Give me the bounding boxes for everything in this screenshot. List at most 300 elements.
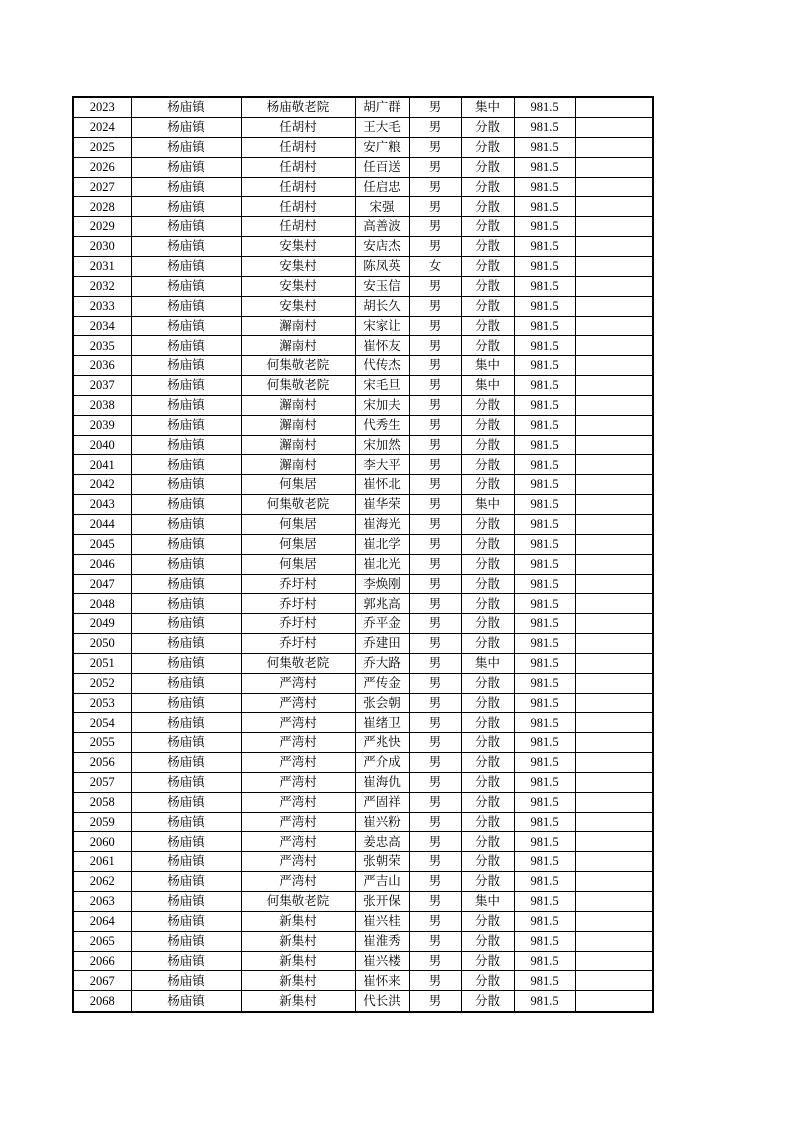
cell-name: 崔怀来	[355, 971, 409, 991]
cell-gender: 男	[409, 812, 461, 832]
cell-name: 代传杰	[355, 356, 409, 376]
cell-town: 杨庙镇	[131, 296, 241, 316]
cell-gender: 男	[409, 336, 461, 356]
table-row	[73, 792, 653, 812]
cell-support_type: 分散	[461, 316, 514, 336]
cell-subsidy_amount: 981.5	[514, 673, 575, 693]
cell-support_type: 集中	[461, 97, 514, 118]
cell-support_type: 分散	[461, 177, 514, 197]
cell-village_or_institution: 新集村	[241, 931, 355, 951]
cell-support_type: 分散	[461, 395, 514, 415]
cell-town: 杨庙镇	[131, 356, 241, 376]
cell-support_type: 分散	[461, 475, 514, 495]
cell-support_type: 分散	[461, 594, 514, 614]
cell-name: 严传金	[355, 673, 409, 693]
cell-subsidy_amount: 981.5	[514, 792, 575, 812]
cell-name: 宋加然	[355, 435, 409, 455]
cell-subsidy_amount: 981.5	[514, 296, 575, 316]
cell-seq_no: 2062	[73, 872, 131, 892]
cell-name: 严兆快	[355, 733, 409, 753]
cell-blank	[575, 713, 653, 733]
cell-support_type: 分散	[461, 415, 514, 435]
cell-seq_no: 2048	[73, 594, 131, 614]
cell-village_or_institution: 澥南村	[241, 415, 355, 435]
cell-support_type: 分散	[461, 197, 514, 217]
cell-subsidy_amount: 981.5	[514, 118, 575, 138]
cell-name: 任启忠	[355, 177, 409, 197]
cell-town: 杨庙镇	[131, 376, 241, 396]
cell-gender: 男	[409, 415, 461, 435]
cell-subsidy_amount: 981.5	[514, 356, 575, 376]
cell-blank	[575, 455, 653, 475]
cell-blank	[575, 237, 653, 257]
cell-village_or_institution: 澥南村	[241, 435, 355, 455]
cell-seq_no: 2027	[73, 177, 131, 197]
table-row	[73, 217, 653, 237]
cell-village_or_institution: 安集村	[241, 276, 355, 296]
cell-name: 崔海仇	[355, 772, 409, 792]
cell-seq_no: 2051	[73, 653, 131, 673]
cell-name: 崔北学	[355, 534, 409, 554]
cell-town: 杨庙镇	[131, 653, 241, 673]
cell-gender: 男	[409, 435, 461, 455]
cell-blank	[575, 336, 653, 356]
cell-blank	[575, 574, 653, 594]
cell-village_or_institution: 严湾村	[241, 812, 355, 832]
cell-subsidy_amount: 981.5	[514, 574, 575, 594]
cell-name: 宋加夫	[355, 395, 409, 415]
cell-support_type: 分散	[461, 852, 514, 872]
cell-town: 杨庙镇	[131, 634, 241, 654]
cell-seq_no: 2037	[73, 376, 131, 396]
cell-support_type: 分散	[461, 911, 514, 931]
cell-village_or_institution: 严湾村	[241, 673, 355, 693]
cell-village_or_institution: 乔圩村	[241, 634, 355, 654]
cell-blank	[575, 296, 653, 316]
cell-blank	[575, 872, 653, 892]
cell-name: 王大毛	[355, 118, 409, 138]
table-row	[73, 415, 653, 435]
cell-village_or_institution: 何集居	[241, 475, 355, 495]
cell-subsidy_amount: 981.5	[514, 911, 575, 931]
cell-seq_no: 2030	[73, 237, 131, 257]
cell-town: 杨庙镇	[131, 991, 241, 1012]
cell-gender: 男	[409, 693, 461, 713]
cell-village_or_institution: 安集村	[241, 237, 355, 257]
cell-seq_no: 2059	[73, 812, 131, 832]
cell-seq_no: 2052	[73, 673, 131, 693]
cell-town: 杨庙镇	[131, 97, 241, 118]
cell-village_or_institution: 任胡村	[241, 177, 355, 197]
cell-village_or_institution: 澥南村	[241, 395, 355, 415]
cell-blank	[575, 257, 653, 277]
cell-subsidy_amount: 981.5	[514, 455, 575, 475]
table-row	[73, 673, 653, 693]
cell-gender: 男	[409, 534, 461, 554]
cell-village_or_institution: 任胡村	[241, 157, 355, 177]
cell-village_or_institution: 乔圩村	[241, 574, 355, 594]
cell-seq_no: 2033	[73, 296, 131, 316]
cell-subsidy_amount: 981.5	[514, 812, 575, 832]
cell-support_type: 分散	[461, 336, 514, 356]
cell-support_type: 分散	[461, 435, 514, 455]
cell-seq_no: 2053	[73, 693, 131, 713]
cell-village_or_institution: 澥南村	[241, 455, 355, 475]
table-row	[73, 991, 653, 1012]
cell-town: 杨庙镇	[131, 892, 241, 912]
cell-subsidy_amount: 981.5	[514, 772, 575, 792]
cell-name: 代长洪	[355, 991, 409, 1012]
cell-gender: 男	[409, 395, 461, 415]
cell-subsidy_amount: 981.5	[514, 753, 575, 773]
cell-name: 崔华荣	[355, 495, 409, 515]
cell-support_type: 分散	[461, 614, 514, 634]
cell-town: 杨庙镇	[131, 792, 241, 812]
cell-seq_no: 2050	[73, 634, 131, 654]
table-row	[73, 97, 653, 118]
cell-blank	[575, 475, 653, 495]
cell-village_or_institution: 严湾村	[241, 872, 355, 892]
cell-seq_no: 2060	[73, 832, 131, 852]
cell-village_or_institution: 严湾村	[241, 753, 355, 773]
cell-village_or_institution: 安集村	[241, 257, 355, 277]
table-row	[73, 435, 653, 455]
cell-blank	[575, 534, 653, 554]
cell-blank	[575, 911, 653, 931]
table-row	[73, 594, 653, 614]
cell-subsidy_amount: 981.5	[514, 852, 575, 872]
cell-name: 李大平	[355, 455, 409, 475]
cell-seq_no: 2057	[73, 772, 131, 792]
cell-blank	[575, 971, 653, 991]
cell-village_or_institution: 新集村	[241, 911, 355, 931]
cell-gender: 男	[409, 475, 461, 495]
cell-town: 杨庙镇	[131, 257, 241, 277]
table-row	[73, 495, 653, 515]
cell-blank	[575, 753, 653, 773]
cell-town: 杨庙镇	[131, 733, 241, 753]
cell-town: 杨庙镇	[131, 832, 241, 852]
cell-seq_no: 2028	[73, 197, 131, 217]
cell-village_or_institution: 杨庙敬老院	[241, 97, 355, 118]
cell-town: 杨庙镇	[131, 713, 241, 733]
cell-support_type: 分散	[461, 296, 514, 316]
cell-name: 高善波	[355, 217, 409, 237]
cell-subsidy_amount: 981.5	[514, 137, 575, 157]
cell-subsidy_amount: 981.5	[514, 514, 575, 534]
cell-support_type: 集中	[461, 356, 514, 376]
cell-gender: 男	[409, 852, 461, 872]
cell-name: 崔海光	[355, 514, 409, 534]
cell-support_type: 分散	[461, 634, 514, 654]
cell-support_type: 分散	[461, 693, 514, 713]
cell-town: 杨庙镇	[131, 614, 241, 634]
cell-name: 安广粮	[355, 137, 409, 157]
cell-seq_no: 2023	[73, 97, 131, 118]
cell-subsidy_amount: 981.5	[514, 415, 575, 435]
table-row	[73, 634, 653, 654]
cell-subsidy_amount: 981.5	[514, 951, 575, 971]
cell-gender: 男	[409, 614, 461, 634]
table-row	[73, 911, 653, 931]
cell-village_or_institution: 任胡村	[241, 197, 355, 217]
cell-subsidy_amount: 981.5	[514, 97, 575, 118]
cell-blank	[575, 177, 653, 197]
cell-village_or_institution: 澥南村	[241, 316, 355, 336]
cell-blank	[575, 931, 653, 951]
cell-support_type: 集中	[461, 495, 514, 515]
cell-subsidy_amount: 981.5	[514, 276, 575, 296]
cell-town: 杨庙镇	[131, 177, 241, 197]
cell-blank	[575, 653, 653, 673]
cell-gender: 男	[409, 753, 461, 773]
table-row	[73, 276, 653, 296]
cell-town: 杨庙镇	[131, 554, 241, 574]
cell-blank	[575, 693, 653, 713]
cell-gender: 男	[409, 376, 461, 396]
cell-support_type: 分散	[461, 554, 514, 574]
cell-gender: 男	[409, 296, 461, 316]
cell-village_or_institution: 严湾村	[241, 772, 355, 792]
cell-support_type: 分散	[461, 792, 514, 812]
cell-seq_no: 2035	[73, 336, 131, 356]
cell-name: 严固祥	[355, 792, 409, 812]
table-row	[73, 574, 653, 594]
cell-town: 杨庙镇	[131, 852, 241, 872]
table-row	[73, 257, 653, 277]
table-row	[73, 852, 653, 872]
cell-support_type: 分散	[461, 574, 514, 594]
cell-town: 杨庙镇	[131, 772, 241, 792]
cell-name: 宋强	[355, 197, 409, 217]
cell-name: 崔绪卫	[355, 713, 409, 733]
cell-village_or_institution: 严湾村	[241, 832, 355, 852]
cell-village_or_institution: 何集居	[241, 514, 355, 534]
cell-blank	[575, 772, 653, 792]
cell-support_type: 分散	[461, 872, 514, 892]
cell-subsidy_amount: 981.5	[514, 217, 575, 237]
cell-gender: 男	[409, 177, 461, 197]
cell-seq_no: 2029	[73, 217, 131, 237]
table-row	[73, 395, 653, 415]
cell-seq_no: 2067	[73, 971, 131, 991]
cell-village_or_institution: 新集村	[241, 971, 355, 991]
cell-support_type: 分散	[461, 455, 514, 475]
cell-subsidy_amount: 981.5	[514, 475, 575, 495]
cell-subsidy_amount: 981.5	[514, 693, 575, 713]
table-row	[73, 753, 653, 773]
table-row	[73, 296, 653, 316]
cell-blank	[575, 157, 653, 177]
cell-subsidy_amount: 981.5	[514, 157, 575, 177]
cell-blank	[575, 316, 653, 336]
cell-subsidy_amount: 981.5	[514, 237, 575, 257]
cell-town: 杨庙镇	[131, 812, 241, 832]
cell-support_type: 分散	[461, 276, 514, 296]
cell-name: 崔兴粉	[355, 812, 409, 832]
table-row	[73, 475, 653, 495]
cell-subsidy_amount: 981.5	[514, 653, 575, 673]
cell-seq_no: 2068	[73, 991, 131, 1012]
cell-support_type: 分散	[461, 534, 514, 554]
cell-town: 杨庙镇	[131, 951, 241, 971]
cell-name: 安玉信	[355, 276, 409, 296]
cell-subsidy_amount: 981.5	[514, 257, 575, 277]
cell-blank	[575, 852, 653, 872]
cell-village_or_institution: 严湾村	[241, 733, 355, 753]
cell-seq_no: 2039	[73, 415, 131, 435]
beneficiary-table	[72, 96, 654, 1013]
cell-support_type: 分散	[461, 971, 514, 991]
cell-name: 崔北光	[355, 554, 409, 574]
cell-village_or_institution: 何集敬老院	[241, 495, 355, 515]
cell-town: 杨庙镇	[131, 336, 241, 356]
cell-support_type: 分散	[461, 237, 514, 257]
cell-village_or_institution: 澥南村	[241, 336, 355, 356]
cell-seq_no: 2041	[73, 455, 131, 475]
cell-seq_no: 2047	[73, 574, 131, 594]
cell-seq_no: 2034	[73, 316, 131, 336]
cell-subsidy_amount: 981.5	[514, 634, 575, 654]
cell-town: 杨庙镇	[131, 911, 241, 931]
cell-subsidy_amount: 981.5	[514, 892, 575, 912]
cell-gender: 男	[409, 137, 461, 157]
cell-name: 乔平金	[355, 614, 409, 634]
cell-gender: 男	[409, 316, 461, 336]
cell-name: 李焕刚	[355, 574, 409, 594]
table-row	[73, 872, 653, 892]
cell-support_type: 分散	[461, 931, 514, 951]
cell-town: 杨庙镇	[131, 137, 241, 157]
cell-town: 杨庙镇	[131, 118, 241, 138]
cell-town: 杨庙镇	[131, 931, 241, 951]
cell-town: 杨庙镇	[131, 971, 241, 991]
cell-town: 杨庙镇	[131, 514, 241, 534]
cell-blank	[575, 951, 653, 971]
cell-seq_no: 2042	[73, 475, 131, 495]
cell-town: 杨庙镇	[131, 872, 241, 892]
cell-blank	[575, 812, 653, 832]
cell-seq_no: 2044	[73, 514, 131, 534]
cell-gender: 男	[409, 197, 461, 217]
cell-village_or_institution: 严湾村	[241, 693, 355, 713]
cell-blank	[575, 356, 653, 376]
cell-seq_no: 2049	[73, 614, 131, 634]
cell-gender: 男	[409, 237, 461, 257]
cell-gender: 男	[409, 118, 461, 138]
cell-name: 严吉山	[355, 872, 409, 892]
cell-support_type: 分散	[461, 991, 514, 1012]
cell-village_or_institution: 新集村	[241, 951, 355, 971]
table-row	[73, 157, 653, 177]
cell-subsidy_amount: 981.5	[514, 336, 575, 356]
cell-village_or_institution: 何集居	[241, 534, 355, 554]
cell-support_type: 集中	[461, 892, 514, 912]
cell-seq_no: 2025	[73, 137, 131, 157]
cell-subsidy_amount: 981.5	[514, 197, 575, 217]
cell-blank	[575, 792, 653, 812]
cell-subsidy_amount: 981.5	[514, 733, 575, 753]
table-row	[73, 137, 653, 157]
table-row	[73, 514, 653, 534]
cell-support_type: 分散	[461, 137, 514, 157]
cell-blank	[575, 514, 653, 534]
cell-village_or_institution: 任胡村	[241, 118, 355, 138]
cell-gender: 男	[409, 713, 461, 733]
cell-village_or_institution: 严湾村	[241, 713, 355, 733]
cell-town: 杨庙镇	[131, 673, 241, 693]
cell-gender: 男	[409, 276, 461, 296]
cell-name: 任百送	[355, 157, 409, 177]
cell-name: 张开保	[355, 892, 409, 912]
cell-subsidy_amount: 981.5	[514, 376, 575, 396]
table-row	[73, 693, 653, 713]
cell-village_or_institution: 严湾村	[241, 792, 355, 812]
cell-subsidy_amount: 981.5	[514, 395, 575, 415]
cell-town: 杨庙镇	[131, 415, 241, 435]
table-row	[73, 554, 653, 574]
table-row	[73, 614, 653, 634]
cell-subsidy_amount: 981.5	[514, 316, 575, 336]
cell-blank	[575, 594, 653, 614]
cell-support_type: 分散	[461, 157, 514, 177]
cell-town: 杨庙镇	[131, 435, 241, 455]
table-row	[73, 812, 653, 832]
cell-gender: 男	[409, 217, 461, 237]
cell-seq_no: 2054	[73, 713, 131, 733]
cell-village_or_institution: 乔圩村	[241, 594, 355, 614]
cell-blank	[575, 137, 653, 157]
cell-village_or_institution: 新集村	[241, 991, 355, 1012]
cell-seq_no: 2036	[73, 356, 131, 376]
cell-seq_no: 2038	[73, 395, 131, 415]
cell-gender: 男	[409, 832, 461, 852]
cell-support_type: 分散	[461, 772, 514, 792]
table-row	[73, 951, 653, 971]
table-row	[73, 356, 653, 376]
cell-name: 张朝荣	[355, 852, 409, 872]
cell-seq_no: 2061	[73, 852, 131, 872]
table-row	[73, 971, 653, 991]
cell-support_type: 分散	[461, 514, 514, 534]
cell-gender: 男	[409, 514, 461, 534]
table-row	[73, 713, 653, 733]
cell-gender: 男	[409, 733, 461, 753]
cell-village_or_institution: 安集村	[241, 296, 355, 316]
cell-blank	[575, 614, 653, 634]
cell-subsidy_amount: 981.5	[514, 177, 575, 197]
cell-subsidy_amount: 981.5	[514, 991, 575, 1012]
cell-town: 杨庙镇	[131, 157, 241, 177]
cell-seq_no: 2055	[73, 733, 131, 753]
cell-town: 杨庙镇	[131, 693, 241, 713]
cell-town: 杨庙镇	[131, 276, 241, 296]
cell-gender: 男	[409, 554, 461, 574]
cell-name: 姜忠高	[355, 832, 409, 852]
cell-blank	[575, 495, 653, 515]
cell-name: 陈凤英	[355, 257, 409, 277]
cell-blank	[575, 395, 653, 415]
cell-seq_no: 2024	[73, 118, 131, 138]
table-row	[73, 733, 653, 753]
cell-blank	[575, 554, 653, 574]
cell-gender: 男	[409, 872, 461, 892]
cell-name: 乔大路	[355, 653, 409, 673]
cell-town: 杨庙镇	[131, 475, 241, 495]
cell-seq_no: 2064	[73, 911, 131, 931]
cell-gender: 男	[409, 455, 461, 475]
cell-seq_no: 2046	[73, 554, 131, 574]
